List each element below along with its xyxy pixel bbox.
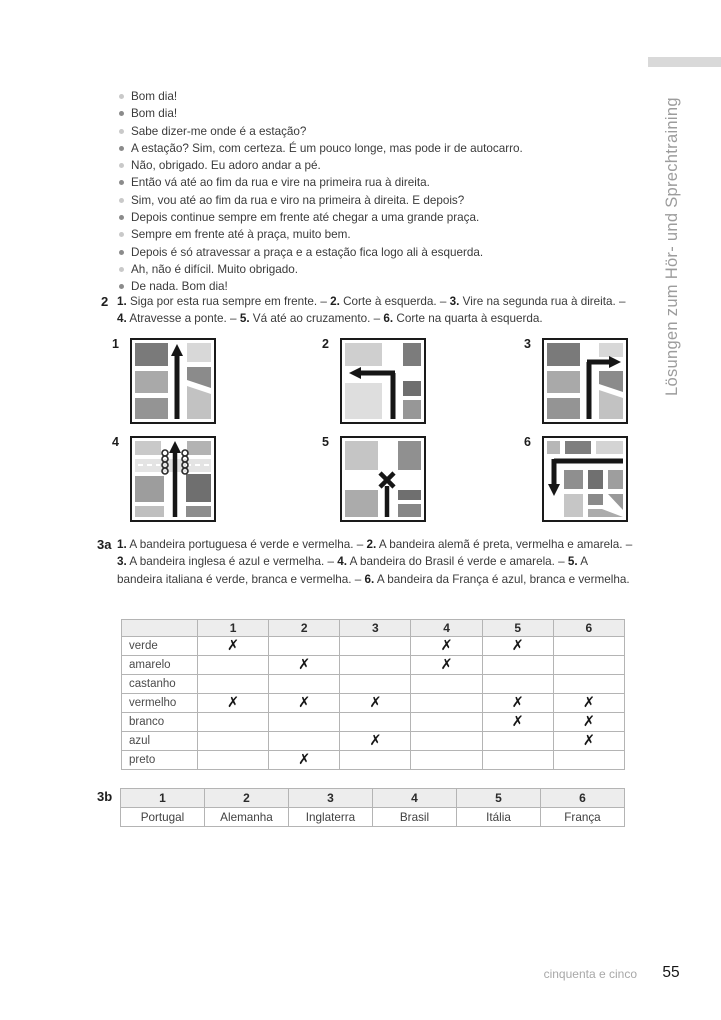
mark-cell	[553, 656, 624, 675]
map-illustration-turn-left	[340, 338, 426, 429]
column-header: 5	[457, 789, 541, 808]
speaker-bullet-icon	[119, 267, 124, 272]
table-row	[121, 808, 625, 827]
mark-cell	[553, 675, 624, 694]
dialogue-line	[117, 105, 633, 122]
mark-cell	[482, 732, 553, 751]
map-figure-number: 3	[524, 337, 531, 351]
dialogue-line	[117, 140, 633, 157]
map-figure-number: 4	[112, 435, 119, 449]
mark-cell	[411, 751, 482, 770]
page-number: 55	[662, 964, 680, 981]
table-row	[122, 751, 625, 770]
color-row-label: verde	[122, 637, 198, 656]
mark-cell: ✗	[553, 732, 624, 751]
mark-cell: ✗	[411, 637, 482, 656]
countries-table-header	[121, 789, 625, 808]
mark-cell	[340, 751, 411, 770]
map-illustration-bridge	[130, 436, 216, 527]
dialogue-text: Bom dia!	[131, 90, 178, 103]
map-figure-2	[322, 338, 426, 429]
mark-cell	[411, 675, 482, 694]
mark-cell: ✗	[553, 713, 624, 732]
dialogue-line	[117, 88, 633, 105]
dialogue-text: Não, obrigado. Eu adoro andar a pé.	[131, 159, 321, 173]
speaker-bullet-icon	[119, 232, 124, 237]
dialogue-text: Sim, vou até ao fim da rua e viro na primeira à direita. E depois?	[131, 193, 465, 207]
color-row-label: castanho	[122, 675, 198, 694]
exercise-3b-number: 3b	[97, 789, 113, 804]
speaker-bullet-icon	[119, 198, 124, 203]
mark-cell	[411, 732, 482, 751]
color-row-label: azul	[122, 732, 198, 751]
countries-table-body	[121, 808, 625, 827]
dialogue-text: Sabe dizer-me onde é a estação?	[131, 124, 307, 138]
accent-bar	[648, 57, 721, 67]
mark-cell	[269, 637, 340, 656]
column-header: 4	[373, 789, 457, 808]
dialogue-line	[117, 123, 633, 140]
mark-cell	[198, 675, 269, 694]
table-row	[122, 675, 625, 694]
color-row-label: vermelho	[122, 694, 198, 713]
map-figure-5	[322, 436, 426, 527]
mark-cell	[198, 713, 269, 732]
mark-cell: ✗	[269, 694, 340, 713]
mark-cell	[198, 656, 269, 675]
mark-cell: ✗	[482, 713, 553, 732]
mark-cell	[269, 675, 340, 694]
speaker-bullet-icon	[119, 180, 124, 185]
mark-cell	[553, 751, 624, 770]
colors-grid-body	[122, 637, 625, 770]
dialogue-list	[117, 88, 633, 296]
exercise-2-number: 2	[101, 294, 109, 309]
mark-cell: ✗	[198, 694, 269, 713]
mark-cell	[340, 637, 411, 656]
column-header: 2	[205, 789, 289, 808]
chapter-sidebar-label: Lösungen zum Hör- und Sprechtraining	[663, 97, 681, 396]
map-illustration-crossroads	[340, 436, 426, 527]
column-header: 6	[541, 789, 625, 808]
column-header: 4	[411, 620, 482, 637]
dialogue-text: De nada. Bom dia!	[131, 280, 228, 294]
map-illustration-straight	[130, 338, 216, 429]
map-figure-4	[112, 436, 216, 527]
dialogue-line	[117, 261, 633, 278]
dialogue-line	[117, 244, 633, 261]
mark-cell	[553, 637, 624, 656]
map-figure-number: 5	[322, 435, 329, 449]
country-cell: Alemanha	[205, 808, 289, 827]
map-figure-6	[524, 436, 628, 527]
dialogue-text: Sempre em frente até à praça, muito bem.	[131, 228, 351, 242]
mark-cell: ✗	[340, 694, 411, 713]
dialogue-line	[117, 209, 633, 226]
speaker-bullet-icon	[119, 250, 124, 255]
color-row-label: preto	[122, 751, 198, 770]
map-figure-number: 1	[112, 337, 119, 351]
mark-cell	[411, 694, 482, 713]
mark-cell: ✗	[340, 732, 411, 751]
dialogue-text: Depois é só atravessar a praça e a estação fica logo ali à esquerda.	[131, 245, 484, 259]
country-cell: Itália	[457, 808, 541, 827]
column-header: 2	[269, 620, 340, 637]
speaker-bullet-icon	[119, 284, 124, 289]
exercise-3a-number: 3a	[97, 537, 112, 552]
table-row	[122, 732, 625, 751]
mark-cell: ✗	[198, 637, 269, 656]
mark-cell	[198, 732, 269, 751]
map-figure-1	[112, 338, 216, 429]
table-row	[122, 637, 625, 656]
column-header: 5	[482, 620, 553, 637]
dialogue-text: Ah, não é difícil. Muito obrigado.	[131, 262, 298, 276]
mark-cell: ✗	[269, 751, 340, 770]
mark-cell	[482, 675, 553, 694]
dialogue-text: Depois continue sempre em frente até chegar a uma grande praça.	[131, 211, 480, 225]
column-header: 1	[121, 789, 205, 808]
mark-cell	[482, 656, 553, 675]
map-figure-number: 6	[524, 435, 531, 449]
footer-page-words: cinquenta e cinco	[543, 967, 637, 981]
map-illustration-turn-right	[542, 338, 628, 429]
dialogue-text: Bom dia!	[131, 107, 178, 121]
dialogue-line	[117, 192, 633, 209]
mark-cell	[198, 751, 269, 770]
column-header: 6	[553, 620, 624, 637]
speaker-bullet-icon	[119, 111, 124, 116]
countries-table	[120, 788, 625, 827]
dialogue-text: A estação? Sim, com certeza. É um pouco longe, mas pode ir de autocarro.	[131, 141, 523, 155]
table-row	[122, 694, 625, 713]
colors-grid-table	[121, 619, 625, 770]
map-figure-number: 2	[322, 337, 329, 351]
country-cell: Portugal	[121, 808, 205, 827]
speaker-bullet-icon	[119, 163, 124, 168]
country-cell: Inglaterra	[289, 808, 373, 827]
mark-cell	[340, 713, 411, 732]
speaker-bullet-icon	[119, 215, 124, 220]
mark-cell	[269, 713, 340, 732]
map-illustration-fourth-left	[542, 436, 628, 527]
exercise-2-text: 1. Siga por esta rua sempre em frente. – 2. Corte à esquerda. – 3. Vire na segunda rua à direita. – 4. Atravesse a ponte. – 5. Vá até ao cruzamento. – 6. Corte na quarta à esquerda.	[117, 295, 626, 326]
table-row	[122, 713, 625, 732]
corner-header-cell	[122, 620, 198, 637]
speaker-bullet-icon	[119, 146, 124, 151]
colors-grid-header	[122, 620, 625, 637]
map-figure-3	[524, 338, 628, 429]
dialogue-text: Então vá até ao fim da rua e vire na primeira rua à direita.	[131, 176, 430, 190]
speaker-bullet-icon	[119, 94, 124, 99]
mark-cell: ✗	[553, 694, 624, 713]
color-row-label: amarelo	[122, 656, 198, 675]
column-header: 1	[198, 620, 269, 637]
mark-cell	[340, 656, 411, 675]
dialogue-line	[117, 174, 633, 191]
mark-cell: ✗	[482, 637, 553, 656]
speaker-bullet-icon	[119, 129, 124, 134]
dialogue-line	[117, 157, 633, 174]
table-row	[122, 656, 625, 675]
mark-cell	[340, 675, 411, 694]
mark-cell: ✗	[411, 656, 482, 675]
mark-cell	[411, 713, 482, 732]
country-cell: França	[541, 808, 625, 827]
exercise-3a-text: 1. A bandeira portuguesa é verde e vermelha. – 2. A bandeira alemã é preta, vermelha e amarela. – 3. A bandeira inglesa é azul e vermelha. – 4. A bandeira do Brasil é verde e amarela. – 5. A bandeira italiana é verde, branca e vermelha. – 6. A bandeira da França é azul, branca e vermelha.	[117, 538, 633, 586]
dialogue-line	[117, 226, 633, 243]
column-header: 3	[340, 620, 411, 637]
mark-cell	[482, 751, 553, 770]
column-header: 3	[289, 789, 373, 808]
mark-cell	[269, 732, 340, 751]
mark-cell: ✗	[269, 656, 340, 675]
color-row-label: branco	[122, 713, 198, 732]
mark-cell: ✗	[482, 694, 553, 713]
country-cell: Brasil	[373, 808, 457, 827]
